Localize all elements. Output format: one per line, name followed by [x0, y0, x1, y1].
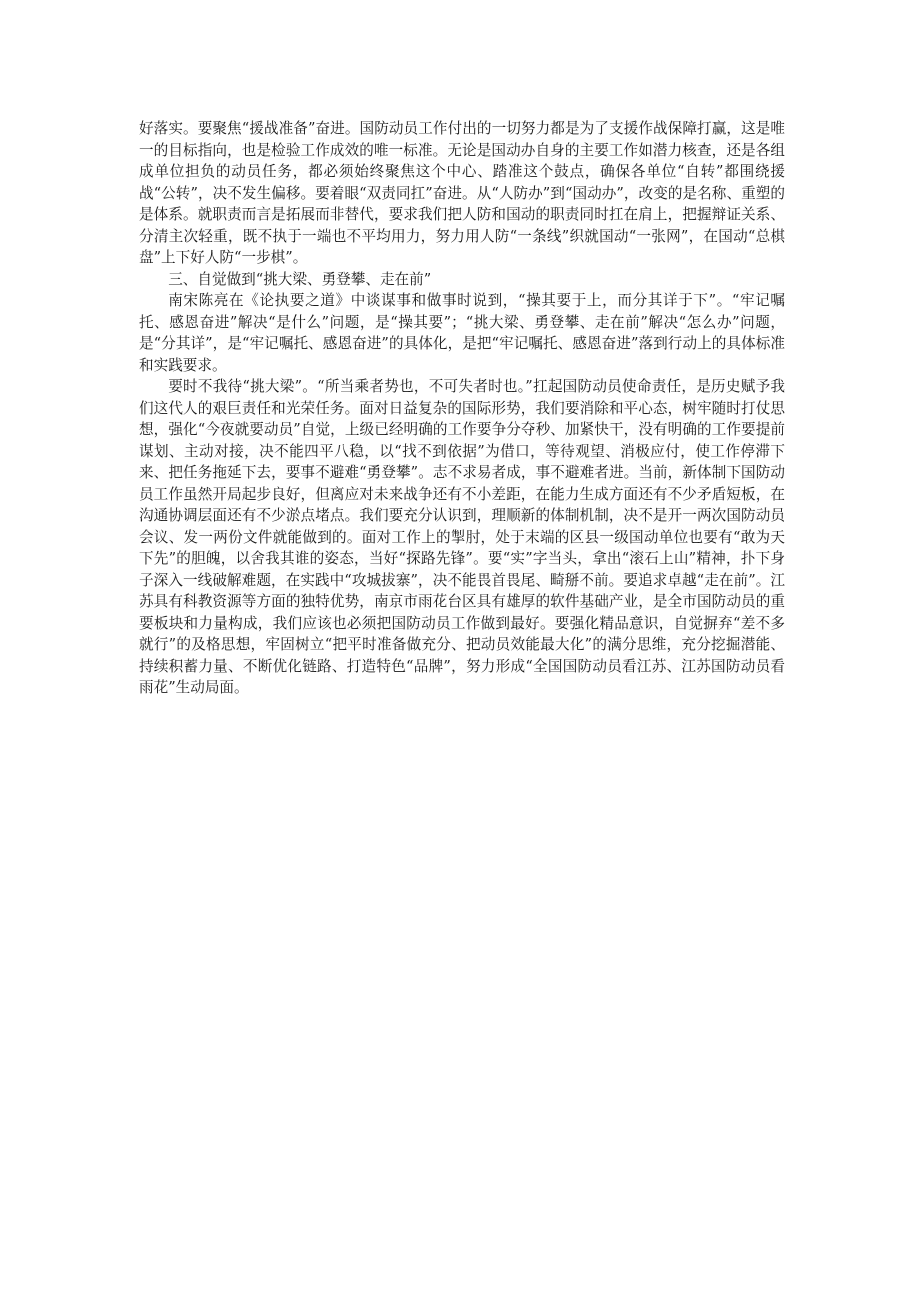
- document-page: [139, 118, 785, 699]
- body-paragraph-3: 要时不我待“挑大梁”。“所当乘者势也，不可失者时也。”扛起国防动员使命责任，是历史赋予我们这代人的艰巨责任和光荣任务。面对日益复杂的国际形势，我们要消除和平心态，树牢随时打仗思想，强化“今夜就要动员”自觉，上级已经明确的工作要争分夺秒、加紧快干，没有明确的工作要提前谋划、主动对接，决不能四平八稳，以“找不到依据”为借口，等待观望、消极应付，使工作停滞下来、把任务拖延下去，要事不避难“勇登攀”。志不求易者成，事不避难者进。当前，新体制下国防动员工作虽然开局起步良好，但离应对未来战争还有不小差距，在能力生成方面还有不少矛盾短板，在沟通协调层面还有不少淤点堵点。我们要充分认识到，理顺新的体制机制，决不是开一两次国防动员会议、发一两份文件就能做到的。面对工作上的掣肘，处于末端的区县一级国动单位也要有“敢为天下先”的胆魄，以舍我其谁的姿态，当好“探路先锋”。要“实”字当头，拿出“滚石上山”精神，扑下身子深入一线破解难题，在实践中“攻城拔寨”，决不能畏首畏尾、畸掰不前。要追求卓越“走在前”。江苏具有科教资源等方面的独特优势，南京市雨花台区具有雄厚的软件基础产业，是全市国防动员的重要板块和力量构成，我们应该也必须把国防动员工作做到最好。要强化精品意识，自觉摒弃“差不多就行”的及格思想，牢固树立“把平时准备做充分、把动员效能最大化”的满分思维，充分挖掘潜能、持续积蓄力量、不断优化链路、打造特色“品牌”，努力形成“全国国防动员看江苏、江苏国防动员看雨花”生动局面。: [139, 378, 785, 696]
- body-paragraph-2: 南宋陈亮在《论执要之道》中谈谋事和做事时说到，“操其要于上，而分其详于下”。“牢记嘱托、感恩奋进”解决“是什么”问题，是“操其要”；“挑大梁、勇登攀、走在前”解决“怎么办”问题，是“分其详”，是“牢记嘱托、感恩奋进”的具体化，是把“牢记嘱托、感恩奋进”落到行动上的具体标准和实践要求。: [139, 292, 785, 374]
- section-heading-3: 三、自觉做到“挑大梁、勇登攀、走在前”: [168, 270, 432, 288]
- body-paragraph-1: 好落实。要聚焦“援战准备”奋进。国防动员工作付出的一切努力都是为了支援作战保障打赢，这是唯一的目标指向，也是检验工作成效的唯一标准。无论是国动办自身的主要工作如潜力核查，还是各组成单位担负的动员任务，都必须始终聚焦这个中心、踏准这个鼓点，确保各单位“自转”都围绕援战“公转”，决不发生偏移。要着眼“双责同扛”奋进。从“人防办”到“国动办”，改变的是名称、重塑的是体系。就职责而言是拓展而非替代，要求我们把人防和国动的职责同时扛在肩上，把握辩证关系、分清主次轻重，既不执于一端也不平均用力，努力用人防“一条线”织就国动“一张网”，在国动“总棋盘”上下好人防“一步棋”。: [139, 120, 785, 266]
